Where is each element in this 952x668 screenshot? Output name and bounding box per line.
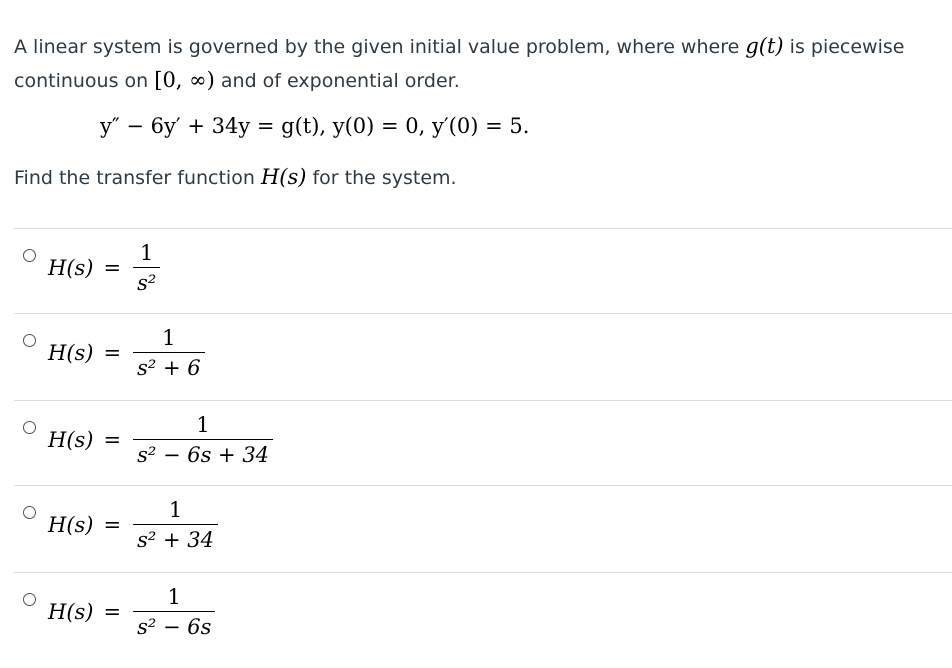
option-formula-5 (48, 585, 215, 639)
equals-sign: = (103, 600, 122, 624)
question-text (14, 165, 457, 189)
denominator: s² + 6 (133, 352, 205, 380)
option-formula-3 (48, 413, 273, 467)
option-lhs: H(s) (48, 428, 94, 452)
prompt-math-g: g(t) (745, 34, 784, 58)
numerator: 1 (196, 413, 210, 437)
fraction (133, 498, 218, 552)
equals-sign: = (103, 428, 122, 452)
numerator: 1 (167, 585, 181, 609)
fraction (133, 326, 205, 380)
radio-button-5[interactable] (23, 593, 36, 606)
option-lhs: H(s) (48, 341, 94, 365)
denominator: s² − 6s (133, 611, 215, 639)
question-lead: Find the transfer function (14, 167, 255, 189)
prompt-text-2: is piecewise continuous on (14, 36, 905, 92)
answer-options (14, 228, 952, 663)
question-suffix: for the system. (312, 167, 457, 189)
prompt-math-interval: [0, ∞) (154, 68, 215, 92)
fraction (133, 413, 273, 467)
answer-option-3[interactable] (14, 400, 952, 485)
initial-value-equation: y″ − 6y′ + 34y = g(t), y(0) = 0, y′(0) = 5. (100, 114, 530, 138)
option-formula-4 (48, 498, 218, 552)
equals-sign: = (103, 256, 122, 280)
answer-option-4[interactable] (14, 485, 952, 572)
radio-button-1[interactable] (23, 249, 36, 262)
fraction (133, 585, 215, 639)
equals-sign: = (103, 341, 122, 365)
problem-statement (14, 30, 934, 98)
answer-option-1[interactable] (14, 228, 952, 313)
prompt-text-1: A linear system is governed by the given initial value problem, where where (14, 36, 740, 58)
denominator: s² − 6s + 34 (133, 439, 273, 467)
denominator: s² (133, 267, 160, 295)
option-formula-2 (48, 326, 205, 380)
radio-button-2[interactable] (23, 334, 36, 347)
numerator: 1 (140, 241, 154, 265)
option-lhs: H(s) (48, 256, 94, 280)
option-lhs: H(s) (48, 600, 94, 624)
radio-button-3[interactable] (23, 421, 36, 434)
denominator: s² + 34 (133, 524, 218, 552)
fraction (133, 241, 160, 295)
radio-button-4[interactable] (23, 506, 36, 519)
numerator: 1 (162, 326, 176, 350)
prompt-text-3: and of exponential order. (220, 70, 460, 92)
equals-sign: = (103, 513, 122, 537)
option-lhs: H(s) (48, 513, 94, 537)
option-formula-1 (48, 241, 160, 295)
numerator: 1 (168, 498, 183, 522)
answer-option-2[interactable] (14, 313, 952, 400)
answer-option-5[interactable] (14, 572, 952, 663)
question-symbol: H(s) (260, 165, 307, 189)
